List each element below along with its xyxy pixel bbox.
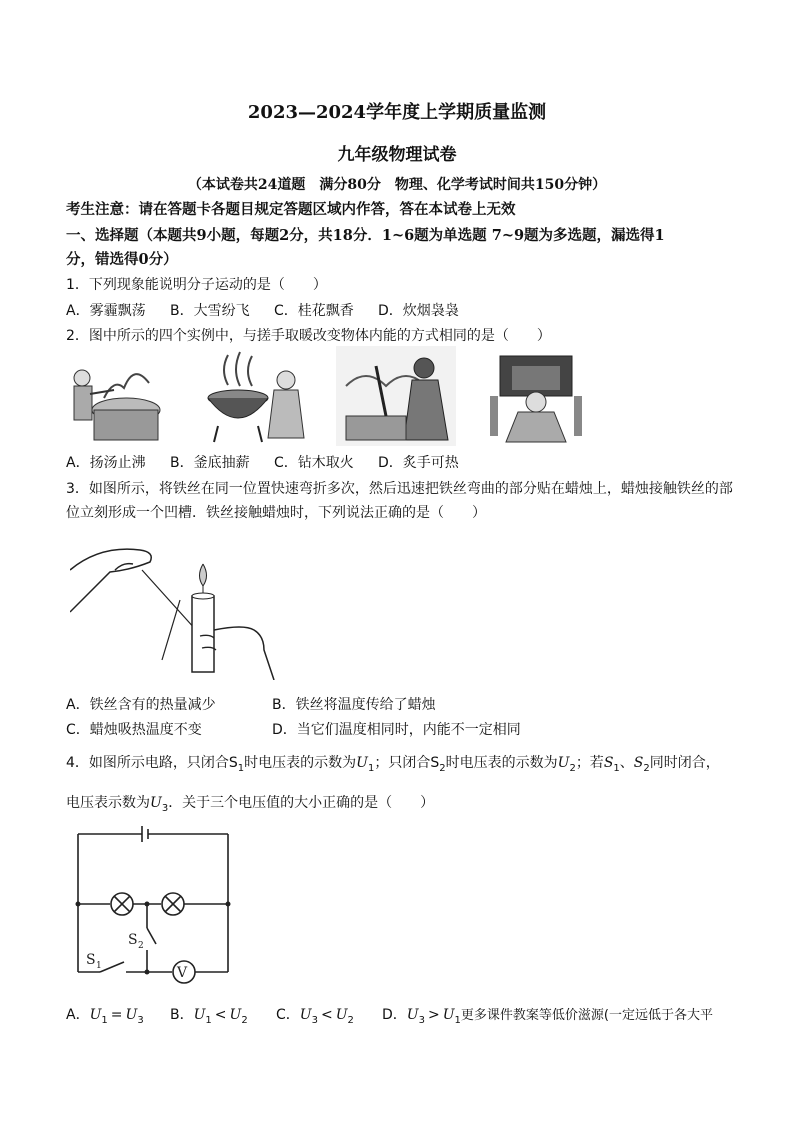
q2-picture-c: [336, 346, 456, 446]
s1-label: S: [86, 952, 96, 968]
q3-option-c[interactable]: C．蜡烛吸热温度不变: [66, 722, 202, 738]
q1-option-a[interactable]: A．雾霾飘荡: [66, 303, 146, 319]
q2-stem: 2．图中所示的四个实例中，与搓手取暖改变物体内能的方式相同的是（ ）: [66, 328, 551, 344]
notice: 考生注意：请在答题卡各题目规定答题区域内作答，答在本试卷上无效: [66, 201, 516, 218]
section1-heading-line2: 分，错选得0分）: [66, 251, 178, 268]
q1-options: [66, 300, 459, 320]
q2-option-d[interactable]: D．炙手可热: [378, 455, 459, 471]
q2-picture-b: [198, 350, 308, 446]
exam-subtitle: 九年级物理试卷: [337, 145, 457, 165]
q4-circuit-diagram: [70, 824, 240, 984]
s1-sub: 1: [96, 961, 102, 971]
q4-option-a[interactable]: A．$U_1 = U_3$: [66, 1007, 144, 1026]
q2-picture-a: [64, 350, 170, 446]
exam-title: 2023—2024学年度上学期质量监测: [247, 102, 547, 123]
q1-option-b[interactable]: B．大雪纷飞: [170, 303, 250, 319]
q1-option-c[interactable]: C．桂花飘香: [274, 303, 354, 319]
q4-stem-line2: 电压表示数为$U_3$．关于三个电压值的大小正确的是（ ）: [66, 795, 435, 814]
q1-stem: 1．下列现象能说明分子运动的是（ ）: [66, 277, 327, 293]
q4-options: [66, 1004, 713, 1026]
q3-option-d[interactable]: D．当它们温度相同时，内能不一定相同: [272, 722, 521, 738]
section1-heading-line1: 一、选择题（本题共9小题，每题2分，共18分．1~6题为单选题 7~9题为多选题，漏选得1: [66, 227, 665, 244]
q3-stem-line1: 3．如图所示，将铁丝在同一位置快速弯折多次，然后迅速把铁丝弯曲的部分贴在蜡烛上，蜡烛接触铁丝的部: [66, 481, 733, 497]
q2-option-c[interactable]: C．钻木取火: [274, 455, 354, 471]
q2-option-a[interactable]: A．扬汤止沸: [66, 455, 146, 471]
s2-label: S: [128, 932, 138, 948]
q3-options-row1: [66, 694, 436, 714]
q2-option-b[interactable]: B．釜底抽薪: [170, 455, 250, 471]
exam-info: （本试卷共24道题 满分80分 物理、化学考试时间共150分钟）: [187, 177, 607, 193]
q3-option-a[interactable]: A．铁丝含有的热量减少: [66, 697, 216, 713]
voltmeter-label: V: [177, 965, 188, 981]
s2-sub: 2: [138, 941, 144, 951]
q1-option-d[interactable]: D．炊烟袅袅: [378, 303, 459, 319]
q3-option-b[interactable]: B．铁丝将温度传给了蜡烛: [272, 697, 436, 713]
q2-options: [66, 452, 459, 472]
q4-option-d[interactable]: D．$U_3 > U_1$: [382, 1007, 461, 1026]
q3-stem-line2: 位立刻形成一个凹槽．铁丝接触蜡烛时，下列说法正确的是（ ）: [66, 505, 486, 521]
q4-option-b[interactable]: B．$U_1 < U_2$: [170, 1007, 248, 1026]
promo-text: 更多课件教案等低价滋源(一定远低于各大平: [460, 1008, 713, 1023]
q3-options-row2: [66, 719, 521, 739]
q4-stem-line1: 4．如图所示电路，只闭合$S_1$时电压表的示数为$U_1$；只闭合$S_2$时电压表的示数为$U_2$；若$S_1$、$S_2$同时闭合，: [66, 755, 720, 774]
q4-option-c[interactable]: C．$U_3 < U_2$: [276, 1007, 354, 1026]
q3-candle-figure: [70, 540, 290, 680]
q2-picture-d: [490, 352, 582, 444]
